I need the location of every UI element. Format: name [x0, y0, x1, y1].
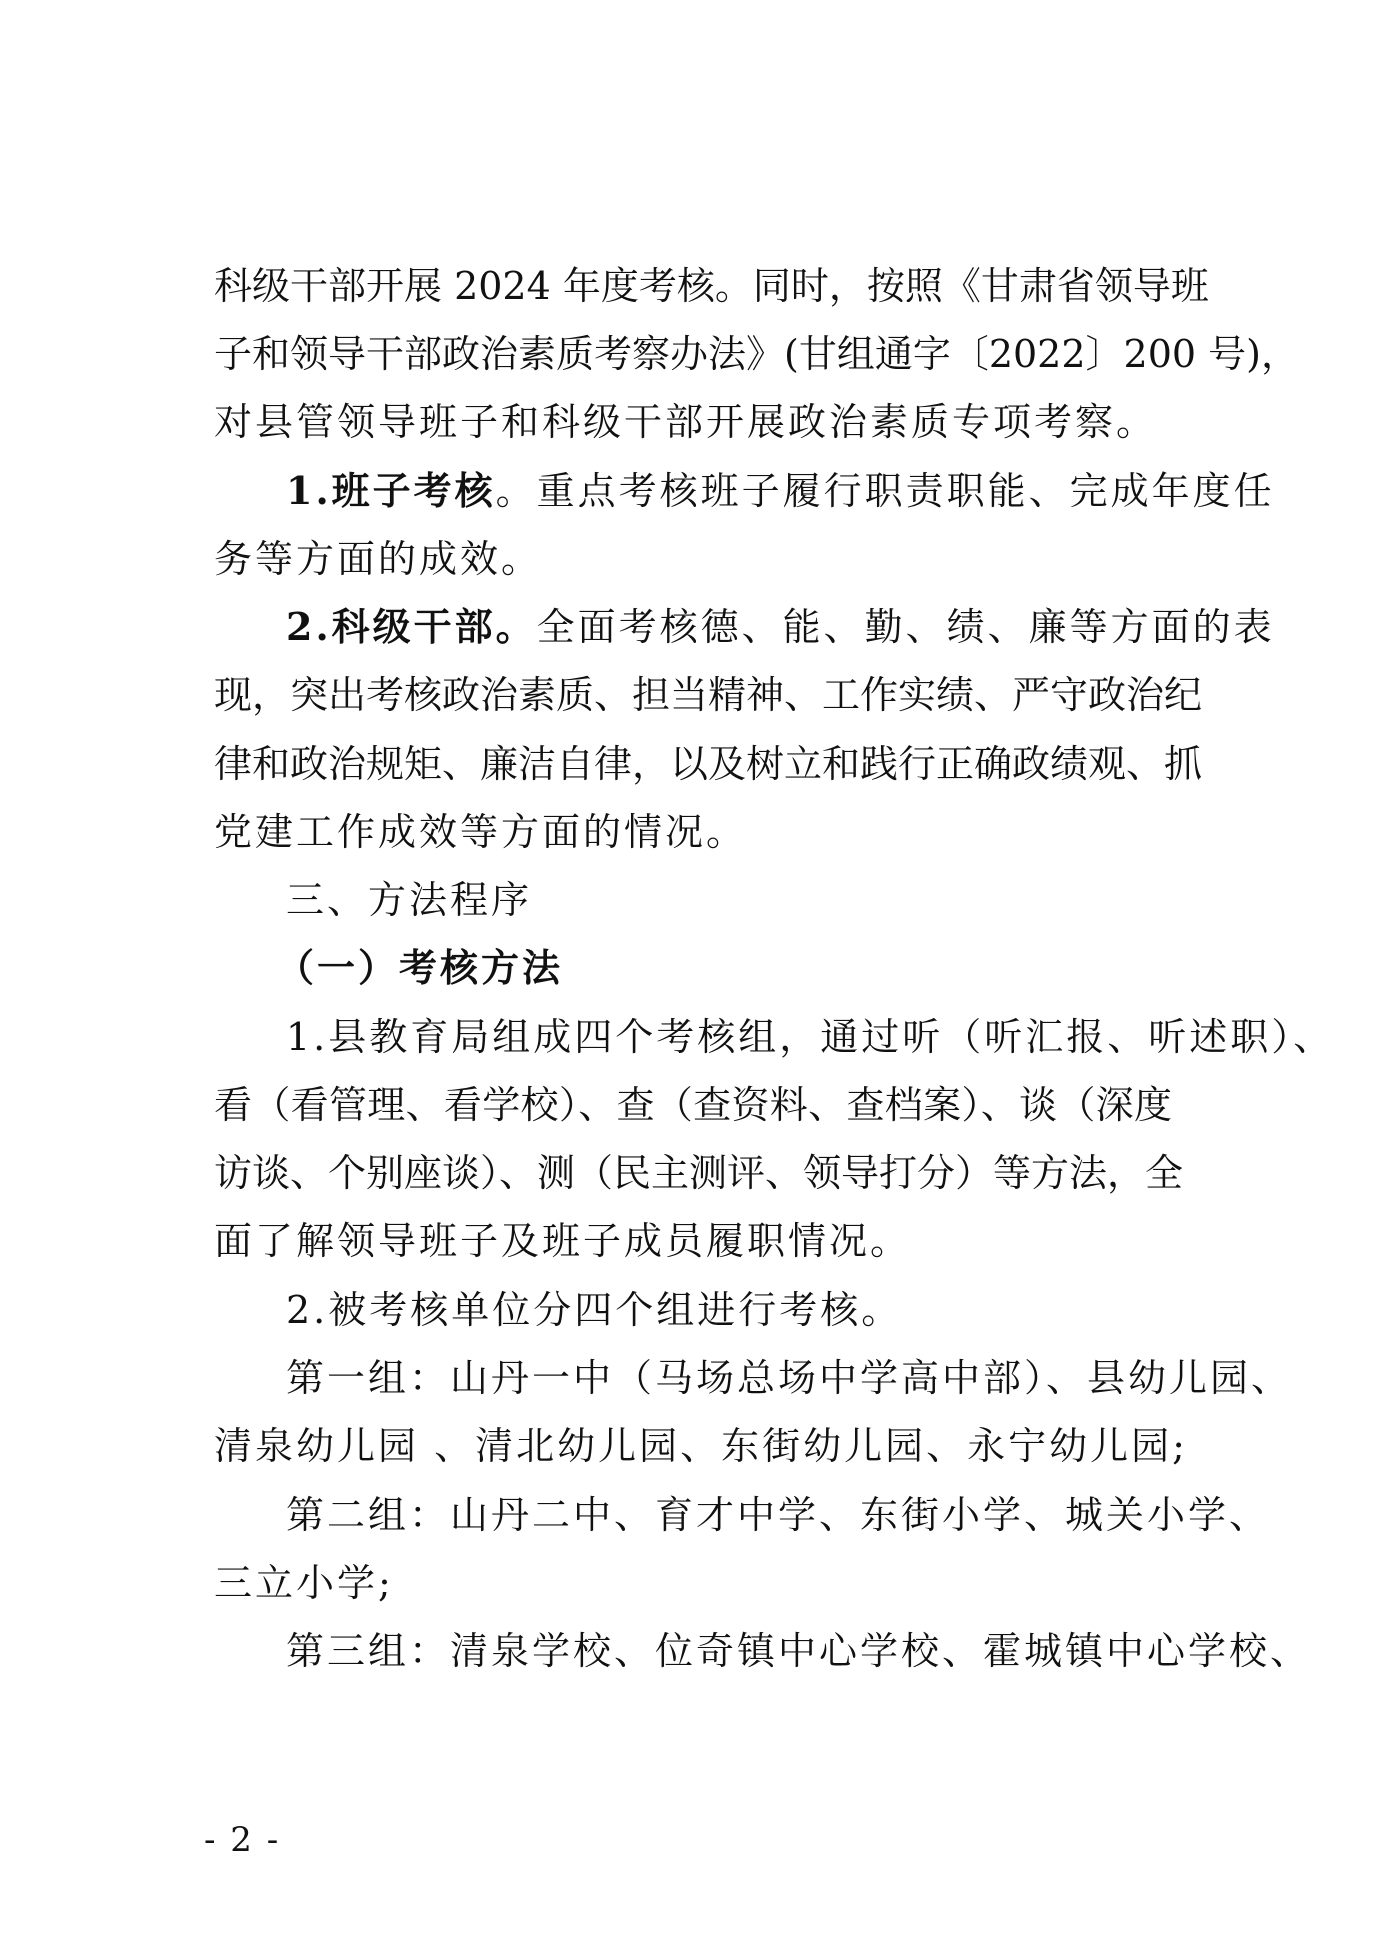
paragraph-line: 党建工作成效等方面的情况。 [214, 810, 748, 854]
item-1-title: 1.班子考核 [286, 468, 496, 513]
item-2-text: 全面考核德、能、勤、绩、廉等方面的表 [536, 605, 1275, 649]
group-line: 第一组：山丹一中（马场总场中学高中部）、县幼儿园、 [286, 1356, 1293, 1400]
section-heading: 三、方法程序 [286, 878, 533, 922]
paragraph-line: 2.被考核单位分四个组进行考核。 [286, 1288, 903, 1332]
paragraph-line: 1.县教育局组成四个考核组，通过听（听汇报、听述职）、 [286, 1015, 1335, 1059]
group-line: 第二组：山丹二中、育才中学、东街小学、城关小学、 [286, 1493, 1271, 1537]
paragraph-line: 务等方面的成效。 [214, 537, 543, 581]
group-line: 三立小学; [214, 1561, 394, 1605]
paragraph-line: 面了解领导班子及班子成员履职情况。 [214, 1219, 912, 1263]
paragraph-line: 对县管领导班子和科级干部开展政治素质专项考察。 [214, 400, 1158, 444]
paragraph-line: 访谈、个别座谈）、测（民主测评、领导打分）等方法，全 [214, 1151, 1184, 1195]
paragraph-line: 现，突出考核政治素质、担当精神、工作实绩、严守政治纪 [214, 673, 1203, 717]
page-number: - 2 - [204, 1820, 281, 1860]
paragraph-line: 科级干部开展 2024 年度考核。同时，按照《甘肃省领导班 [214, 264, 1209, 308]
group-line: 第三组：清泉学校、位奇镇中心学校、霍城镇中心学校、 [286, 1629, 1312, 1673]
paragraph-line: 子和领导干部政治素质考察办法》(甘组通字〔2022〕200 号)， [214, 332, 1299, 376]
paragraph-line: 看（看管理、看学校）、查（查资料、查档案）、谈（深度 [214, 1083, 1172, 1127]
group-line: 清泉幼儿园 、清北幼儿园、东街幼儿园、永宁幼儿园; [214, 1424, 1188, 1468]
item-1-text: 。重点考核班子履行职责职能、完成年度任 [495, 469, 1275, 513]
paragraph-line: 律和政治规矩、廉洁自律，以及树立和践行正确政绩观、抓 [214, 742, 1203, 786]
item-2-title: 2.科级干部。 [286, 604, 537, 649]
item-2-line [286, 603, 1275, 651]
item-1-line [286, 467, 1275, 515]
subsection-heading: （一）考核方法 [276, 945, 564, 990]
